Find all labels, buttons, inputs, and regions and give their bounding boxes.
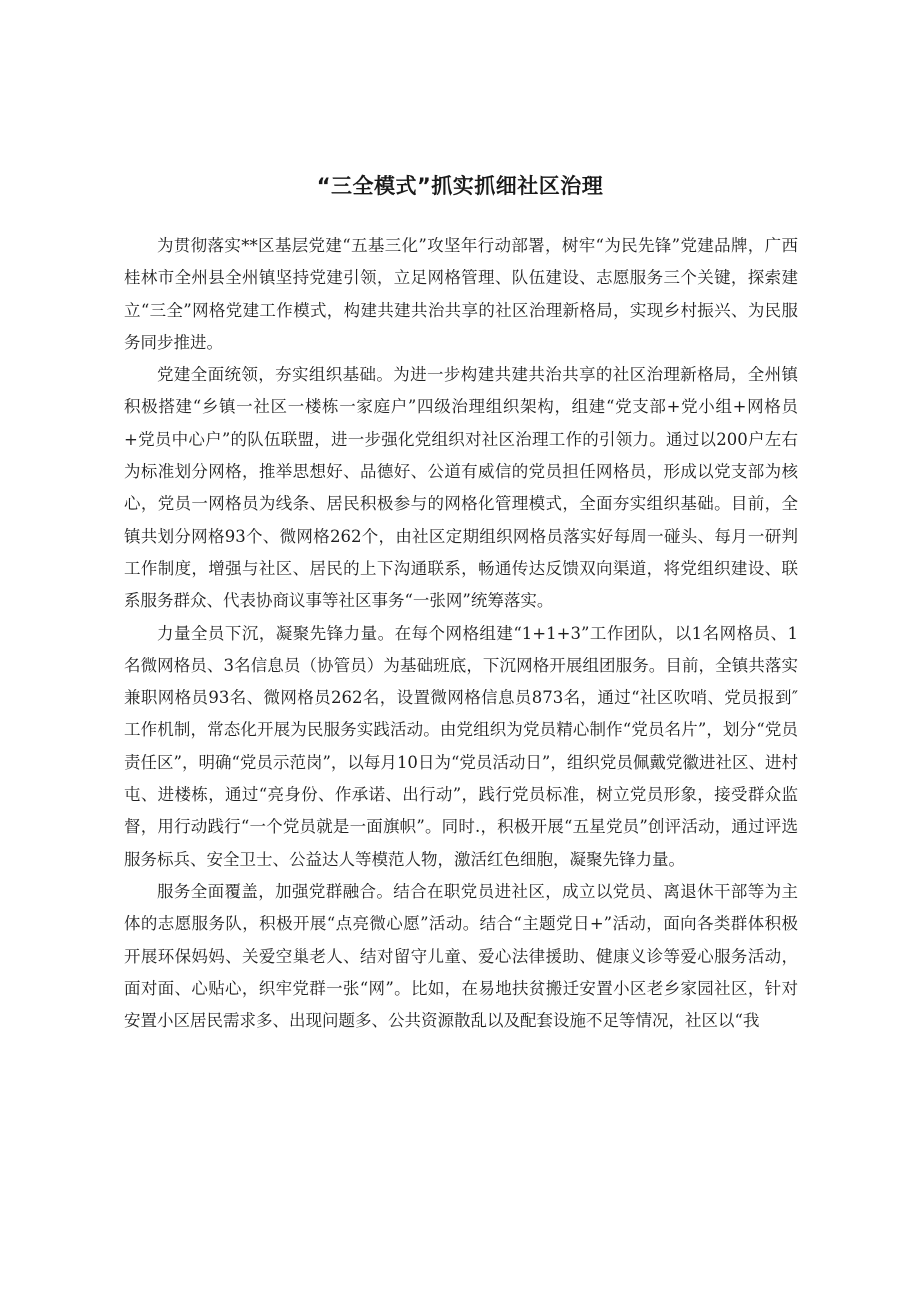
paragraph-intro: 为贯彻落实**区基层党建“五基三化”攻坚年行动部署，树牢“为民先锋”党建品牌，广西桂林市全州县全州镇坚持党建引领，立足网格管理、队伍建设、志愿服务三个关键，探索建立“三全”网格党建工作模式，构建共建共治共享的社区治理新格局，实现乡村振兴、为民服务同步推进。: [124, 236, 798, 352]
document-body: [124, 230, 798, 1037]
document-title: “三全模式”抓实抓细社区治理: [316, 174, 604, 198]
paragraph-party-building: 党建全面统领，夯实组织基础。为进一步构建共建共治共享的社区治理新格局，全州镇积极搭建“乡镇一社区一楼栋一家庭户”四级治理组织架构，组建“党支部+党小组+网格员+党员中心户”的队伍联盟，进一步强化党组织对社区治理工作的引领力。通过以200户左右为标准划分网格，推举思想好、品德好、公道有威信的党员担任网格员，形成以党支部为核心，党员一网格员为线条、居民积极参与的网格化管理模式，全面夯实组织基础。目前，全镇共划分网格93个、微网格262个，由社区定期组织网格员落实好每周一碰头、每月一研判工作制度，增强与社区、居民的上下沟通联系，畅通传达反馈双向渠道，将党组织建设、联系服务群众、代表协商议事等社区事务“一张网”统筹落实。: [124, 365, 798, 611]
paragraph-personnel: 力量全员下沉，凝聚先锋力量。在每个网格组建“1+1+3”工作团队，以1名网格员、1名微网格员、3名信息员（协管员）为基础班底，下沉网格开展组团服务。目前，全镇共落实兼职网格员93名、微网格员262名，设置微网格信息员873名，通过“社区吹哨、党员报到″工作机制，常态化开展为民服务实践活动。由党组织为党员精心制作“党员名片”，划分“党员责任区”，明确“党员示范岗”，以每月10日为“党员活动日”，组织党员佩戴党徽进社区、进村屯、进楼栋，通过“亮身份、作承诺、出行动”，践行党员标准，树立党员形象，接受群众监督，用行动践行“一个党员就是一面旗帜”。同时.，积极开展“五星党员”创评活动，通过评选服务标兵、安全卫士、公益达人等模范人物，激活红色细胞，凝聚先锋力量。: [124, 623, 798, 869]
paragraph-service: 服务全面覆盖，加强党群融合。结合在职党员进社区，成立以党员、离退休干部等为主体的志愿服务队，积极开展“点亮微心愿”活动。结合“主题党日+”活动，面向各类群体积极开展环保妈妈、关爱空巢老人、结对留守儿童、爱心法律援助、健康义诊等爱心服务活动，面对面、心贴心，织牢党群一张“网”。比如，在易地扶贫搬迁安置小区老乡家园社区，针对安置小区居民需求多、出现问题多、公共资源散乱以及配套设施不足等情况，社区以“我: [124, 881, 798, 1031]
